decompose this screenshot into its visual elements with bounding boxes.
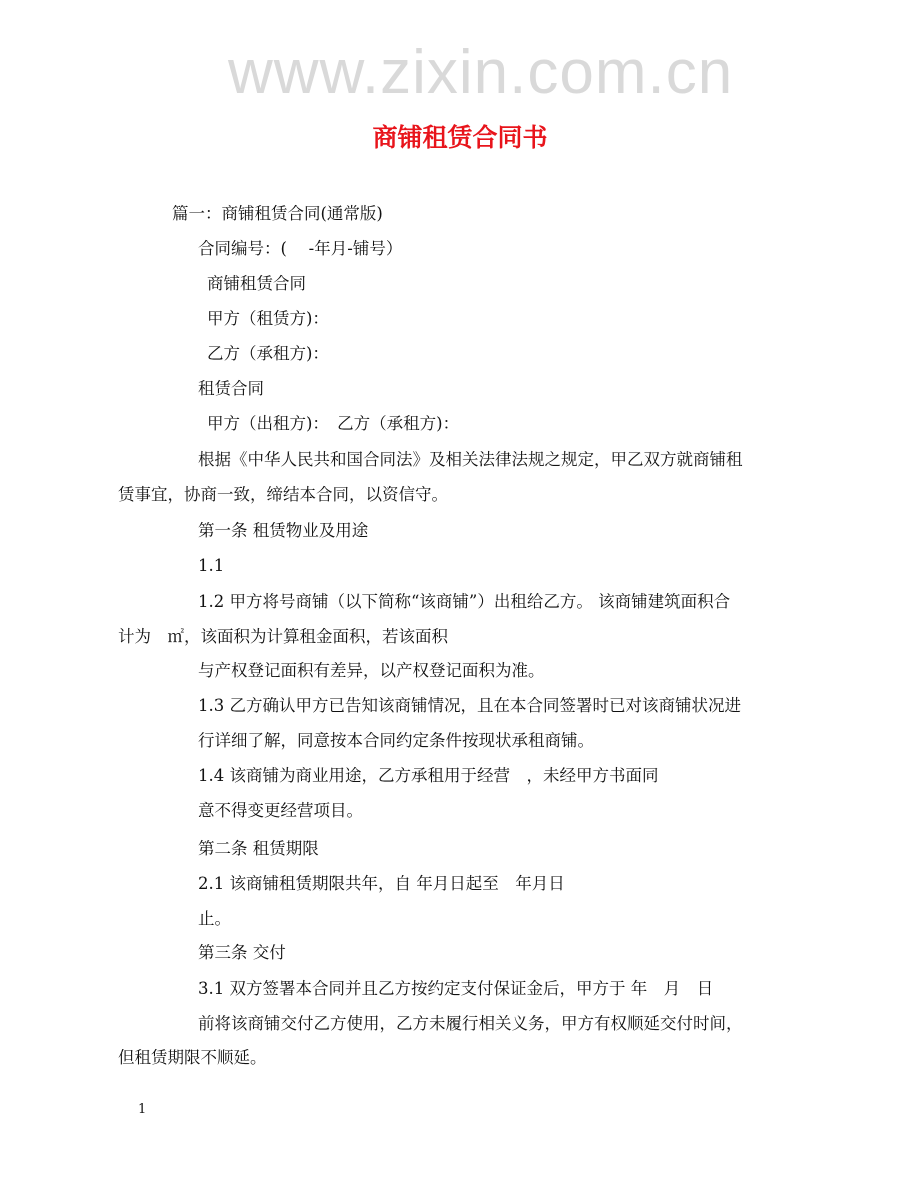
paragraph-line: 前将该商铺交付乙方使用，乙方未履行相关义务，甲方有权顺延交付时间， <box>198 1014 743 1033</box>
paragraph-line: 1.3 乙方确认甲方已告知该商铺情况，且在本合同签署时已对该商铺状况进 <box>198 696 741 715</box>
paragraph-line: 赁事宜，协商一致，缔结本合同，以资信守。 <box>118 485 448 504</box>
paragraph-line: 止。 <box>198 909 231 928</box>
paragraph-line: 但租赁期限不顺延。 <box>118 1048 267 1067</box>
section-heading: 篇一：商铺租赁合同(通常版) <box>172 204 383 223</box>
paragraph-line: 甲方（租赁方)： <box>207 309 329 328</box>
paragraph-line: 甲方（出租方)： 乙方（承租方)： <box>207 414 460 433</box>
article-heading: 第三条 交付 <box>198 943 286 962</box>
paragraph-line: 3.1 双方签署本合同并且乙方按约定支付保证金后，甲方于 年 月 日 <box>198 979 714 998</box>
paragraph-line: 1.2 甲方将号商铺（以下简称“该商铺”）出租给乙方。 该商铺建筑面积合 <box>198 592 731 611</box>
paragraph-line: 与产权登记面积有差异，以产权登记面积为准。 <box>198 661 545 680</box>
paragraph-line: 2.1 该商铺租赁期限共年，自 年月日起至 年月日 <box>198 874 565 893</box>
paragraph-line: 意不得变更经营项目。 <box>198 801 363 820</box>
paragraph-line: 行详细了解，同意按本合同约定条件按现状承租商铺。 <box>198 731 594 750</box>
paragraph-line: 商铺租赁合同 <box>207 274 306 293</box>
paragraph-line: 乙方（承租方)： <box>207 344 329 363</box>
paragraph-line: 1.1 <box>198 556 225 575</box>
article-heading: 第二条 租赁期限 <box>198 839 319 858</box>
paragraph-line: 租赁合同 <box>198 379 264 398</box>
page-number: 1 <box>138 1102 147 1117</box>
paragraph-line: 合同编号：( -年月-铺号） <box>198 239 403 258</box>
watermark: www.zixin.com.cn <box>228 38 734 107</box>
paragraph-line: 计为 ㎡，该面积为计算租金面积，若该面积 <box>118 627 448 646</box>
document-title: 商铺租赁合同书 <box>372 123 548 152</box>
article-heading: 第一条 租赁物业及用途 <box>198 521 369 540</box>
paragraph-line: 根据《中华人民共和国合同法》及相关法律法规之规定，甲乙双方就商铺租 <box>198 450 743 469</box>
paragraph-line: 1.4 该商铺为商业用途，乙方承租用于经营 ，未经甲方书面同 <box>198 766 659 785</box>
